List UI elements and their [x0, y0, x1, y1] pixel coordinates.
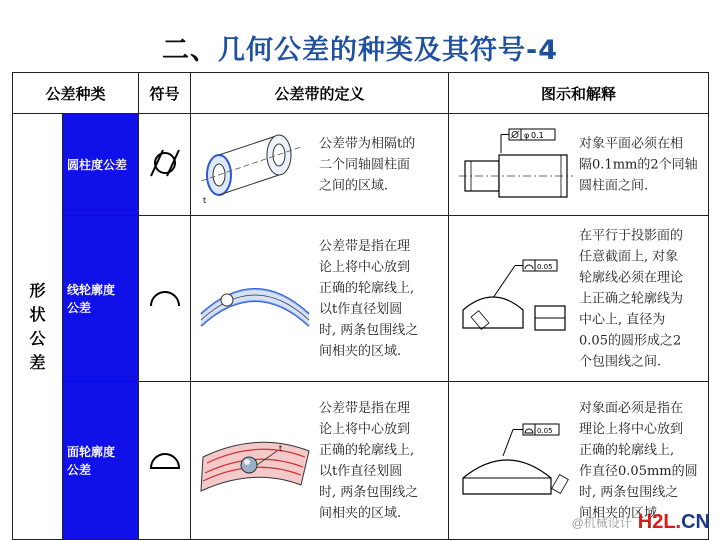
line-profile-zone-figure-icon: [197, 264, 313, 334]
frame-value: 0.1: [531, 130, 544, 140]
definition-cell: [191, 382, 449, 540]
definition-text: 公差带是指在理 论上将中心放到 正确的轮廓线上, 以t作直径划圆 时, 两条包围线之 间相夹的区域.: [319, 400, 419, 521]
title-prefix: 二、: [162, 35, 218, 66]
header-symbol: 符号: [139, 73, 191, 114]
category-char: 公: [29, 328, 46, 348]
explanation-text: 在平行于投影面的 任意截面上, 对象 轮廓线必须在理论 上正确之轮廓线为 中心上, 直径为 0.05的圆形成之2 个包围线之间.: [579, 228, 684, 369]
surface-profile-symbol-icon: [139, 382, 191, 540]
shaft-drawing-icon: [457, 125, 575, 205]
category-form-tolerance: [13, 114, 63, 540]
surface-profile-zone-figure-icon: [197, 421, 315, 501]
definition-cell: [191, 114, 449, 216]
definition-text: 公差带是指在理 论上将中心放到 正确的轮廓线上, 以t作直径划圆 时, 两条包围线之 间相夹的区域.: [319, 238, 419, 359]
tolerance-name: 线轮廓度 公差: [63, 216, 139, 382]
definition-text: 公差带为相隔t的 二个同轴圆柱面 之间的区域.: [319, 136, 416, 193]
explanation-text: 对象平面必须在相 隔0.1mm的2个同轴 圆柱面之间.: [579, 136, 698, 193]
line-profile-drawing-icon: [457, 254, 575, 344]
header-definition: 公差带的定义: [191, 73, 449, 114]
svg-text:t: t: [203, 195, 207, 205]
illustration-cell: [449, 216, 709, 382]
header-illustration: 图示和解释: [449, 73, 709, 114]
category-char: 形: [29, 280, 46, 300]
frame-value: 0.05: [537, 262, 553, 271]
category-char: 差: [29, 352, 46, 372]
tolerance-name: 圆柱度公差: [63, 114, 139, 216]
frame-value: 0.05: [537, 426, 553, 435]
svg-text:φ: φ: [524, 130, 530, 140]
tolerance-table: [12, 72, 709, 540]
cylindricity-symbol-icon: [139, 114, 191, 216]
page-title: [0, 28, 720, 67]
table-row: [13, 216, 709, 382]
svg-text:t: t: [279, 443, 283, 453]
tolerance-name: 面轮廓度 公差: [63, 382, 139, 540]
h2l-logo: H2L.CN: [637, 511, 710, 533]
illustration-cell: [449, 114, 709, 216]
watermark: [572, 511, 710, 534]
cylinder-zone-figure-icon: [197, 125, 307, 205]
table-row: [13, 114, 709, 216]
table-header-row: [13, 73, 709, 114]
header-category: 公差种类: [13, 73, 139, 114]
surface-profile-drawing-icon: [457, 416, 575, 506]
line-profile-symbol-icon: [139, 216, 191, 382]
definition-cell: [191, 216, 449, 382]
category-char: 状: [29, 304, 46, 324]
explanation-text: 对象面必须是指在 理论上将中心放到 正确的轮廓线上, 作直径0.05mm的圆 时, 两条包围线之 间相夹的区域.: [579, 400, 698, 521]
title-main: 几何公差的种类及其符号-4: [218, 35, 558, 66]
watermark-handle: @机械设计: [571, 516, 632, 530]
